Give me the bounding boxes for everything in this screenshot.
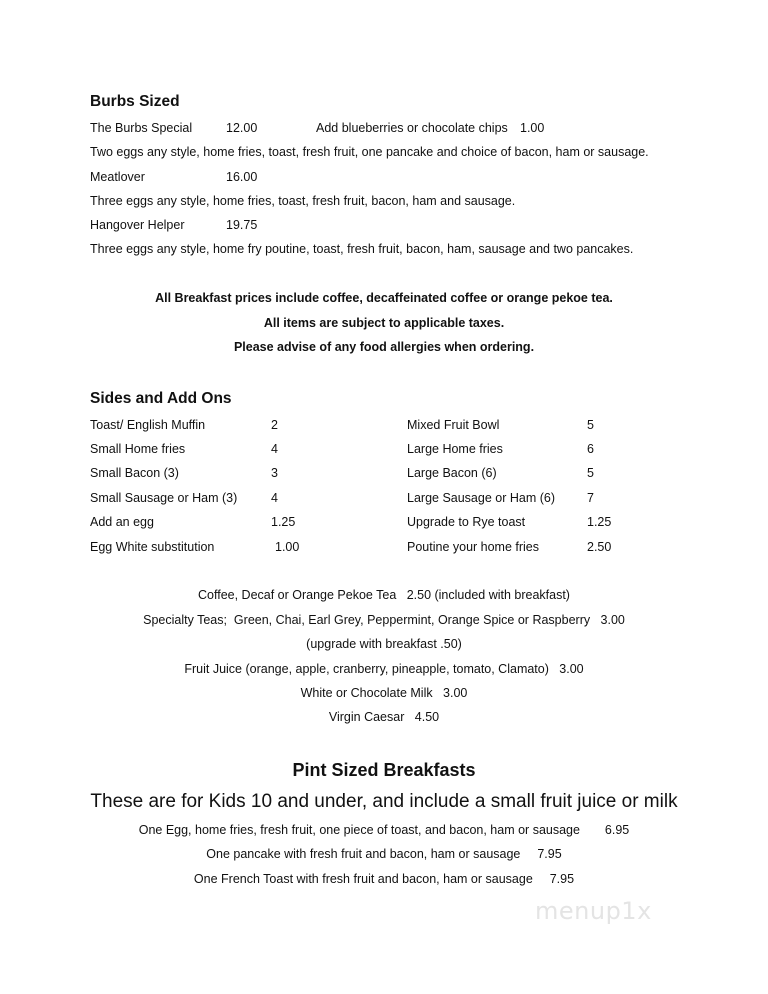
- pint-item: [0, 872, 768, 886]
- drink-milk: White or Chocolate Milk 3.00: [300, 686, 468, 700]
- drink-specialty-teas: Specialty Teas; Green, Chai, Earl Grey, Peppermint, Orange Spice or Raspberry 3.00: [143, 613, 625, 627]
- side-item-price: 2.50: [587, 540, 612, 554]
- breakfast-note: All Breakfast prices include coffee, decaffeinated coffee or orange pekoe tea.: [155, 291, 613, 305]
- pint-subtitle: These are for Kids 10 and under, and include a small fruit juice or milk: [90, 791, 678, 812]
- side-item-name: Large Sausage or Ham (6): [407, 491, 555, 505]
- side-item-price: 1.00: [275, 540, 300, 554]
- drink-virgin-caesar: Virgin Caesar 4.50: [328, 710, 440, 724]
- watermark-logo: menup1x: [535, 897, 652, 925]
- burbs-item-name: Hangover Helper: [90, 218, 185, 232]
- side-item-name: Upgrade to Rye toast: [407, 515, 526, 529]
- pint-item: [0, 847, 768, 861]
- side-item-name: Poutine your home fries: [407, 540, 540, 554]
- pint-item-desc: One Egg, home fries, fresh fruit, one piece of toast, and bacon, ham or sausage: [138, 823, 580, 837]
- pint-item-price: 6.95: [604, 823, 630, 837]
- pint-item-price: 7.95: [549, 872, 575, 886]
- pint-item: [0, 823, 768, 837]
- side-item-price: 6: [587, 442, 594, 456]
- pint-heading: Pint Sized Breakfasts: [292, 760, 476, 780]
- side-item-name: Mixed Fruit Bowl: [407, 418, 500, 432]
- side-item-name: Toast/ English Muffin: [90, 418, 206, 432]
- burbs-item-name: Meatlover: [90, 170, 145, 184]
- side-item-name: Add an egg: [90, 515, 154, 529]
- side-item-price: 7: [587, 491, 594, 505]
- side-item-price: 4: [271, 442, 278, 456]
- side-item-price: 2: [271, 418, 278, 432]
- burbs-item-name: The Burbs Special: [90, 121, 193, 135]
- burbs-item-desc: Three eggs any style, home fries, toast, fresh fruit, bacon, ham and sausage.: [90, 194, 516, 208]
- side-item-name: Large Bacon (6): [407, 466, 497, 480]
- burbs-addon-price: 1.00: [520, 121, 545, 135]
- burbs-heading: Burbs Sized: [90, 93, 180, 110]
- burbs-item-desc: Two eggs any style, home fries, toast, fresh fruit, one pancake and choice of bacon, ham or sausage.: [90, 145, 649, 159]
- side-item-price: 1.25: [271, 515, 296, 529]
- sides-heading: Sides and Add Ons: [90, 390, 232, 407]
- tax-note: All items are subject to applicable taxes.: [263, 316, 505, 330]
- pint-item-desc: One pancake with fresh fruit and bacon, ham or sausage: [206, 847, 521, 861]
- drink-coffee: Coffee, Decaf or Orange Pekoe Tea 2.50 (included with breakfast): [198, 588, 570, 602]
- side-item-price: 5: [587, 466, 594, 480]
- burbs-item-desc: Three eggs any style, home fry poutine, toast, fresh fruit, bacon, ham, sausage and two pancakes.: [90, 242, 634, 256]
- side-item-name: Small Home fries: [90, 442, 186, 456]
- side-item-name: Large Home fries: [407, 442, 503, 456]
- side-item-name: Egg White substitution: [90, 540, 215, 554]
- drink-fruit-juice: Fruit Juice (orange, apple, cranberry, pineapple, tomato, Clamato) 3.00: [184, 662, 584, 676]
- side-item-name: Small Sausage or Ham (3): [90, 491, 238, 505]
- side-item-price: 5: [587, 418, 594, 432]
- side-item-price: 3: [271, 466, 278, 480]
- drink-tea-upgrade: (upgrade with breakfast .50): [306, 637, 462, 651]
- burbs-item-price: 16.00: [226, 170, 258, 184]
- burbs-addon-name: Add blueberries or chocolate chips: [316, 121, 508, 135]
- pint-item-price: 7.95: [537, 847, 562, 861]
- burbs-item-price: 19.75: [226, 218, 258, 232]
- side-item-name: Small Bacon (3): [90, 466, 179, 480]
- side-item-price: 4: [271, 491, 278, 505]
- side-item-price: 1.25: [587, 515, 612, 529]
- pint-item-desc: One French Toast with fresh fruit and bacon, ham or sausage: [193, 872, 533, 886]
- allergy-note: Please advise of any food allergies when ordering.: [233, 340, 535, 354]
- burbs-item-price: 12.00: [226, 121, 258, 135]
